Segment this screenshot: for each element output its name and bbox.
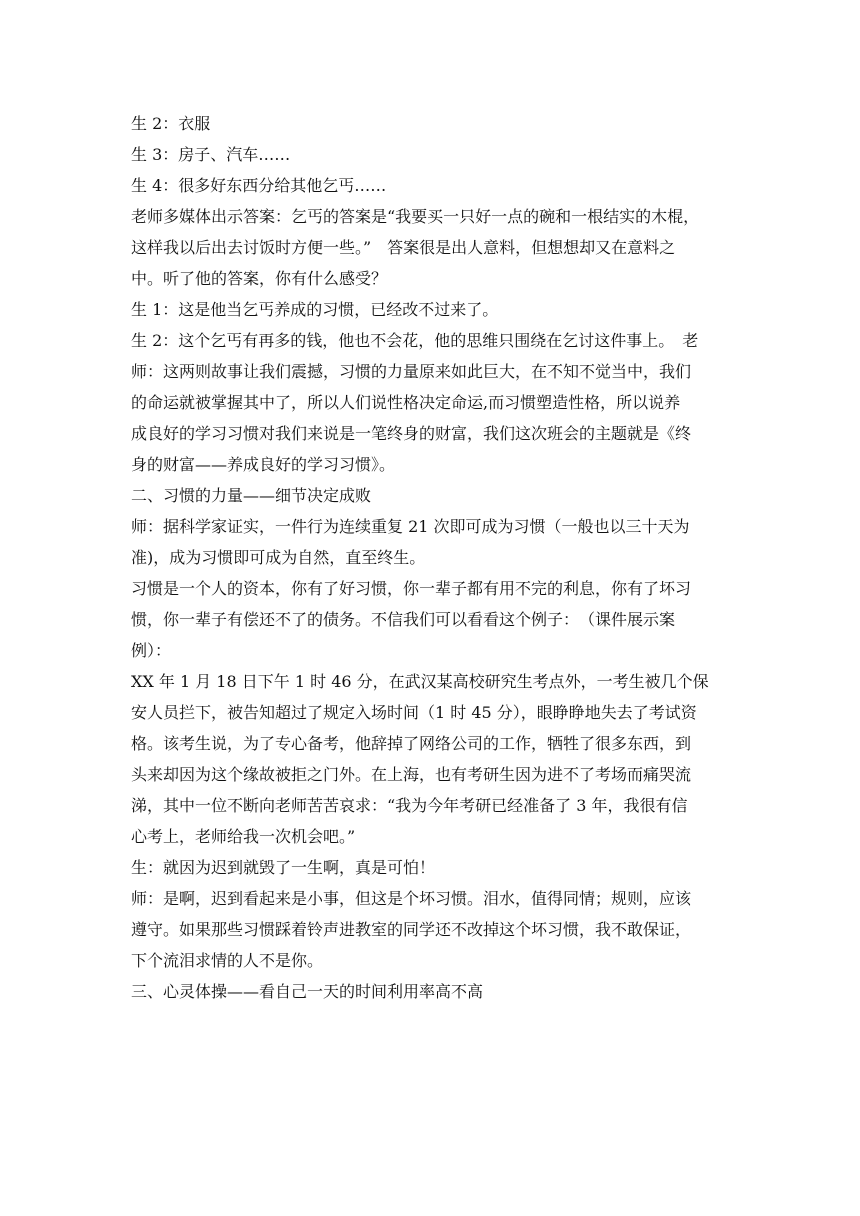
text-line: 涕，其中一位不断向老师苦苦哀求：“我为今年考研已经准备了 3 年，我很有信 bbox=[131, 796, 688, 815]
text-line: XX 年 1 月 18 日下午 1 时 46 分，在武汉某高校研究生考点外，一考生被几个保 bbox=[131, 672, 709, 691]
text-line: 准)，成为习惯即可成为自然，直至终生。 bbox=[131, 548, 426, 567]
text-line: 中。听了他的答案，你有什么感受？ bbox=[131, 269, 388, 288]
text-line: 师：这两则故事让我们震撼，习惯的力量原来如此巨大，在不知不觉当中，我们 bbox=[131, 362, 692, 381]
text-line: 安人员拦下，被告知超过了规定入场时间（1 时 45 分），眼睁睁地失去了考试资 bbox=[131, 703, 697, 722]
text-line: 习惯是一个人的资本，你有了好习惯，你一辈子都有用不完的利息，你有了坏习 bbox=[131, 579, 692, 598]
text-line: 这样我以后出去讨饭时方便一些。” 答案很是出人意料，但想想却又在意料之 bbox=[131, 238, 676, 257]
text-line: 头来却因为这个缘故被拒之门外。在上海，也有考研生因为进不了考场而痛哭流 bbox=[131, 765, 692, 784]
text-line: 生 2：这个乞丐有再多的钱，他也不会花，他的思维只围绕在乞讨这件事上。 老 bbox=[131, 331, 699, 350]
text-line: 生 2：衣服 bbox=[131, 114, 211, 133]
text-line: 例）： bbox=[131, 641, 172, 660]
text-line: 惯，你一辈子有偿还不了的债务。不信我们可以看看这个例子： （课件展示案 bbox=[131, 610, 676, 629]
text-line: 下个流泪求情的人不是你。 bbox=[131, 951, 324, 970]
text-line: 生 3：房子、汽车…… bbox=[131, 145, 291, 164]
section-heading: 三、心灵体操——看自己一天的时间利用率高不高 bbox=[131, 982, 484, 1001]
text-line: 老师多媒体出示答案：乞丐的答案是“我要买一只好一点的碗和一根结实的木棍， bbox=[131, 207, 700, 226]
text-line: 生：就因为迟到就毁了一生啊，真是可怕！ bbox=[131, 858, 436, 877]
text-line: 师：据科学家证实，一件行为连续重复 21 次即可成为习惯（一般也以三十天为 bbox=[131, 517, 690, 536]
text-line: 师：是啊，迟到看起来是小事，但这是个坏习惯。泪水，值得同情；规则，应该 bbox=[131, 889, 692, 908]
text-line: 心考上，老师给我一次机会吧。” bbox=[131, 827, 356, 846]
section-heading: 二、习惯的力量——细节决定成败 bbox=[131, 486, 372, 505]
text-line: 格。该考生说，为了专心备考，他辞掉了网络公司的工作，牺牲了很多东西，到 bbox=[131, 734, 692, 753]
text-line: 身的财富——养成良好的学习习惯》。 bbox=[131, 455, 396, 474]
text-line: 遵守。如果那些习惯踩着铃声进教室的同学还不改掉这个坏习惯，我不敢保证， bbox=[131, 920, 692, 939]
document-body bbox=[131, 108, 731, 1007]
text-line: 生 4：很多好东西分给其他乞丐…… bbox=[131, 176, 387, 195]
text-line: 成良好的学习习惯对我们来说是一笔终身的财富，我们这次班会的主题就是《终 bbox=[131, 424, 692, 443]
text-line: 的命运就被掌握其中了，所以人们说性格决定命运,而习惯塑造性格，所以说养 bbox=[131, 393, 681, 412]
text-line: 生 1：这是他当乞丐养成的习惯，已经改不过来了。 bbox=[131, 300, 499, 319]
